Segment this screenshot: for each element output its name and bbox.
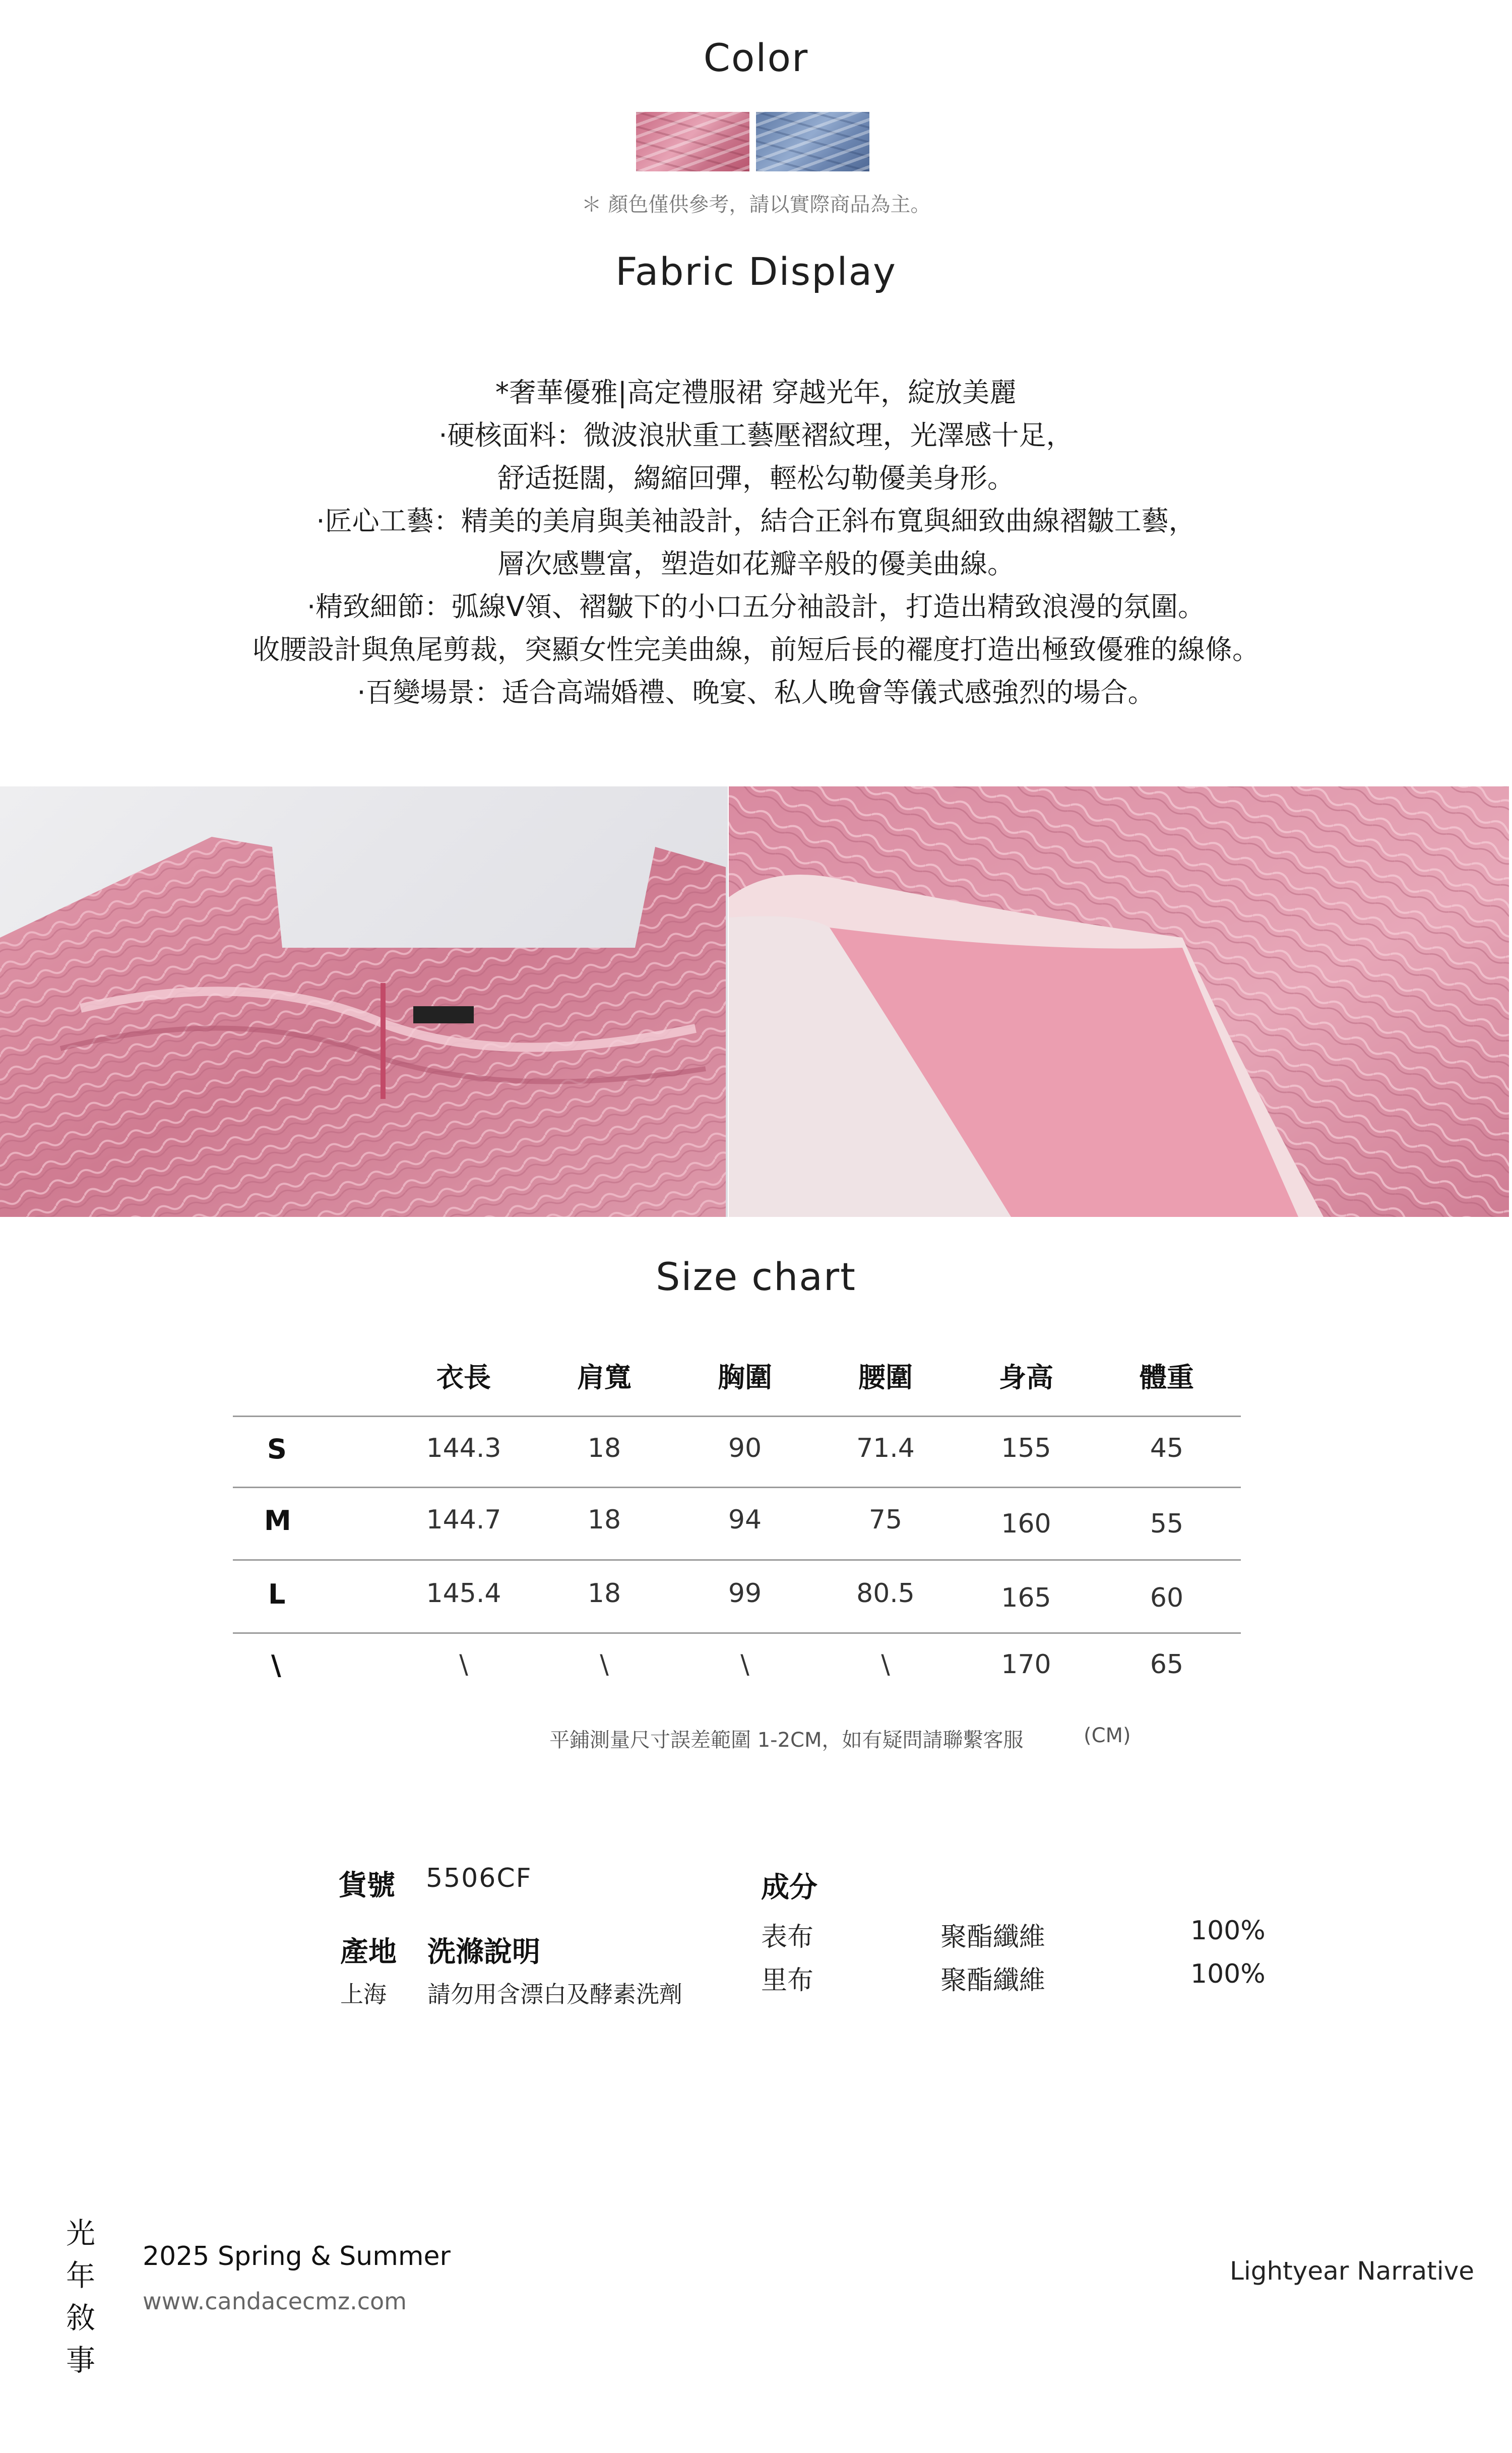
table-cell: 65 xyxy=(1150,1649,1184,1680)
composition-label: 成分 xyxy=(761,1871,817,1904)
size-header-waist: 腰圍 xyxy=(858,1362,913,1393)
table-cell: 71.4 xyxy=(856,1433,915,1463)
table-cell: \ xyxy=(881,1649,890,1680)
fabric-desc-line: ·百變場景：适合高端婚禮、晚宴、私人晚會等儀式感強烈的場合。 xyxy=(357,677,1155,708)
fabric-desc-line: ·硬核面料：微波浪狀重工藝壓褶紋理，光澤感十足， xyxy=(438,419,1074,451)
season-label: 2025 Spring & Summer xyxy=(143,2241,451,2272)
size-row-label: S xyxy=(267,1433,287,1465)
website-link[interactable]: www.candacecmz.com xyxy=(143,2288,407,2315)
composition-percent: 100% xyxy=(1190,1916,1266,1946)
fabric-desc-line: *奢華優雅|高定禮服裙 穿越光年，綻放美麗 xyxy=(495,377,1017,408)
table-divider xyxy=(233,1487,1241,1488)
table-cell: 55 xyxy=(1150,1509,1184,1539)
dress-bodice-photo xyxy=(0,786,728,1217)
table-cell: 99 xyxy=(728,1578,762,1609)
table-cell: 155 xyxy=(1001,1433,1051,1463)
item-number-label: 貨號 xyxy=(339,1869,395,1902)
wash-instruction: 請勿用含漂白及酵素洗劑 xyxy=(427,1981,682,2008)
vertical-brand-char: 光 xyxy=(66,2216,95,2250)
measurement-note: 平鋪測量尺寸誤差範圍 1-2CM，如有疑問請聯繫客服 xyxy=(549,1729,1024,1752)
table-cell: 170 xyxy=(1001,1649,1051,1680)
table-cell: 18 xyxy=(587,1505,621,1535)
dress-hem-lining-photo xyxy=(729,786,1509,1217)
composition-material: 聚酯纖維 xyxy=(940,1966,1046,1996)
table-cell: 18 xyxy=(587,1578,621,1609)
composition-material: 聚酯纖維 xyxy=(940,1922,1046,1952)
size-row-label: \ xyxy=(271,1649,281,1681)
vertical-brand-char: 年 xyxy=(66,2258,95,2293)
origin-value: 上海 xyxy=(340,1981,387,2008)
table-cell: 90 xyxy=(728,1433,762,1463)
size-header-bust: 胸圍 xyxy=(718,1362,772,1393)
size-header-weight: 體重 xyxy=(1140,1362,1194,1393)
color-title: Color xyxy=(703,35,809,80)
vertical-brand-char: 敘 xyxy=(66,2301,95,2335)
fabric-desc-line: ·精致細節：弧線V領、褶皺下的小口五分袖設計，打造出精致浪漫的氛圍。 xyxy=(306,591,1206,623)
table-cell: \ xyxy=(740,1649,749,1680)
table-cell: 144.7 xyxy=(426,1505,501,1535)
size-chart-title: Size chart xyxy=(656,1254,856,1299)
brand-tagline: Lightyear Narrative xyxy=(1230,2256,1474,2286)
size-header-shoulder: 肩寬 xyxy=(577,1362,632,1393)
vertical-brand-char: 事 xyxy=(66,2343,95,2377)
origin-label: 產地 xyxy=(340,1936,397,1969)
table-cell: 144.3 xyxy=(426,1433,501,1463)
dress-hem-illustration xyxy=(729,786,1509,1217)
table-cell: 60 xyxy=(1150,1583,1184,1613)
size-row-label: L xyxy=(268,1578,286,1610)
size-header-height: 身高 xyxy=(999,1362,1053,1393)
fabric-desc-line: 收腰設計與魚尾剪裁，突顯女性完美曲線，前短后長的襬度打造出極致優雅的線條。 xyxy=(253,634,1259,665)
fabric-desc-line: 層次感豐富，塑造如花瓣辛般的優美曲線。 xyxy=(497,548,1015,580)
table-cell: 18 xyxy=(587,1433,621,1463)
unit-label: (CM) xyxy=(1084,1724,1131,1747)
wash-label: 洗滌說明 xyxy=(427,1936,540,1969)
table-cell: 75 xyxy=(868,1505,903,1535)
composition-part: 表布 xyxy=(761,1922,814,1952)
composition-percent: 100% xyxy=(1190,1959,1266,1989)
table-cell: \ xyxy=(459,1649,468,1680)
table-divider xyxy=(233,1632,1241,1634)
table-cell: 45 xyxy=(1150,1433,1184,1463)
fabric-title: Fabric Display xyxy=(615,249,897,294)
item-number-value: 5506CF xyxy=(426,1863,532,1893)
composition-part: 里布 xyxy=(761,1966,814,1996)
size-header-length: 衣長 xyxy=(436,1362,491,1393)
pink-color-swatch[interactable] xyxy=(636,112,749,171)
table-cell: 94 xyxy=(728,1505,762,1535)
size-row-label: M xyxy=(264,1505,291,1537)
fabric-desc-line: ·匠心工藝：精美的美肩與美袖設計，結合正斜布寬與細致曲線褶皺工藝， xyxy=(316,505,1196,537)
fabric-desc-line: 舒适挺闊，縐縮回彈，輕松勾勒優美身形。 xyxy=(497,462,1015,494)
table-cell: 165 xyxy=(1001,1583,1051,1613)
table-cell: 160 xyxy=(1001,1509,1051,1539)
table-divider xyxy=(233,1416,1241,1417)
table-divider xyxy=(233,1559,1241,1561)
dress-bodice-illustration xyxy=(0,786,728,1217)
table-cell: 145.4 xyxy=(426,1578,501,1609)
blue-color-swatch[interactable] xyxy=(756,112,869,171)
color-note: ＊ 顏色僅供參考，請以實際商品為主。 xyxy=(581,193,931,216)
table-cell: 80.5 xyxy=(856,1578,915,1609)
table-cell: \ xyxy=(600,1649,609,1680)
